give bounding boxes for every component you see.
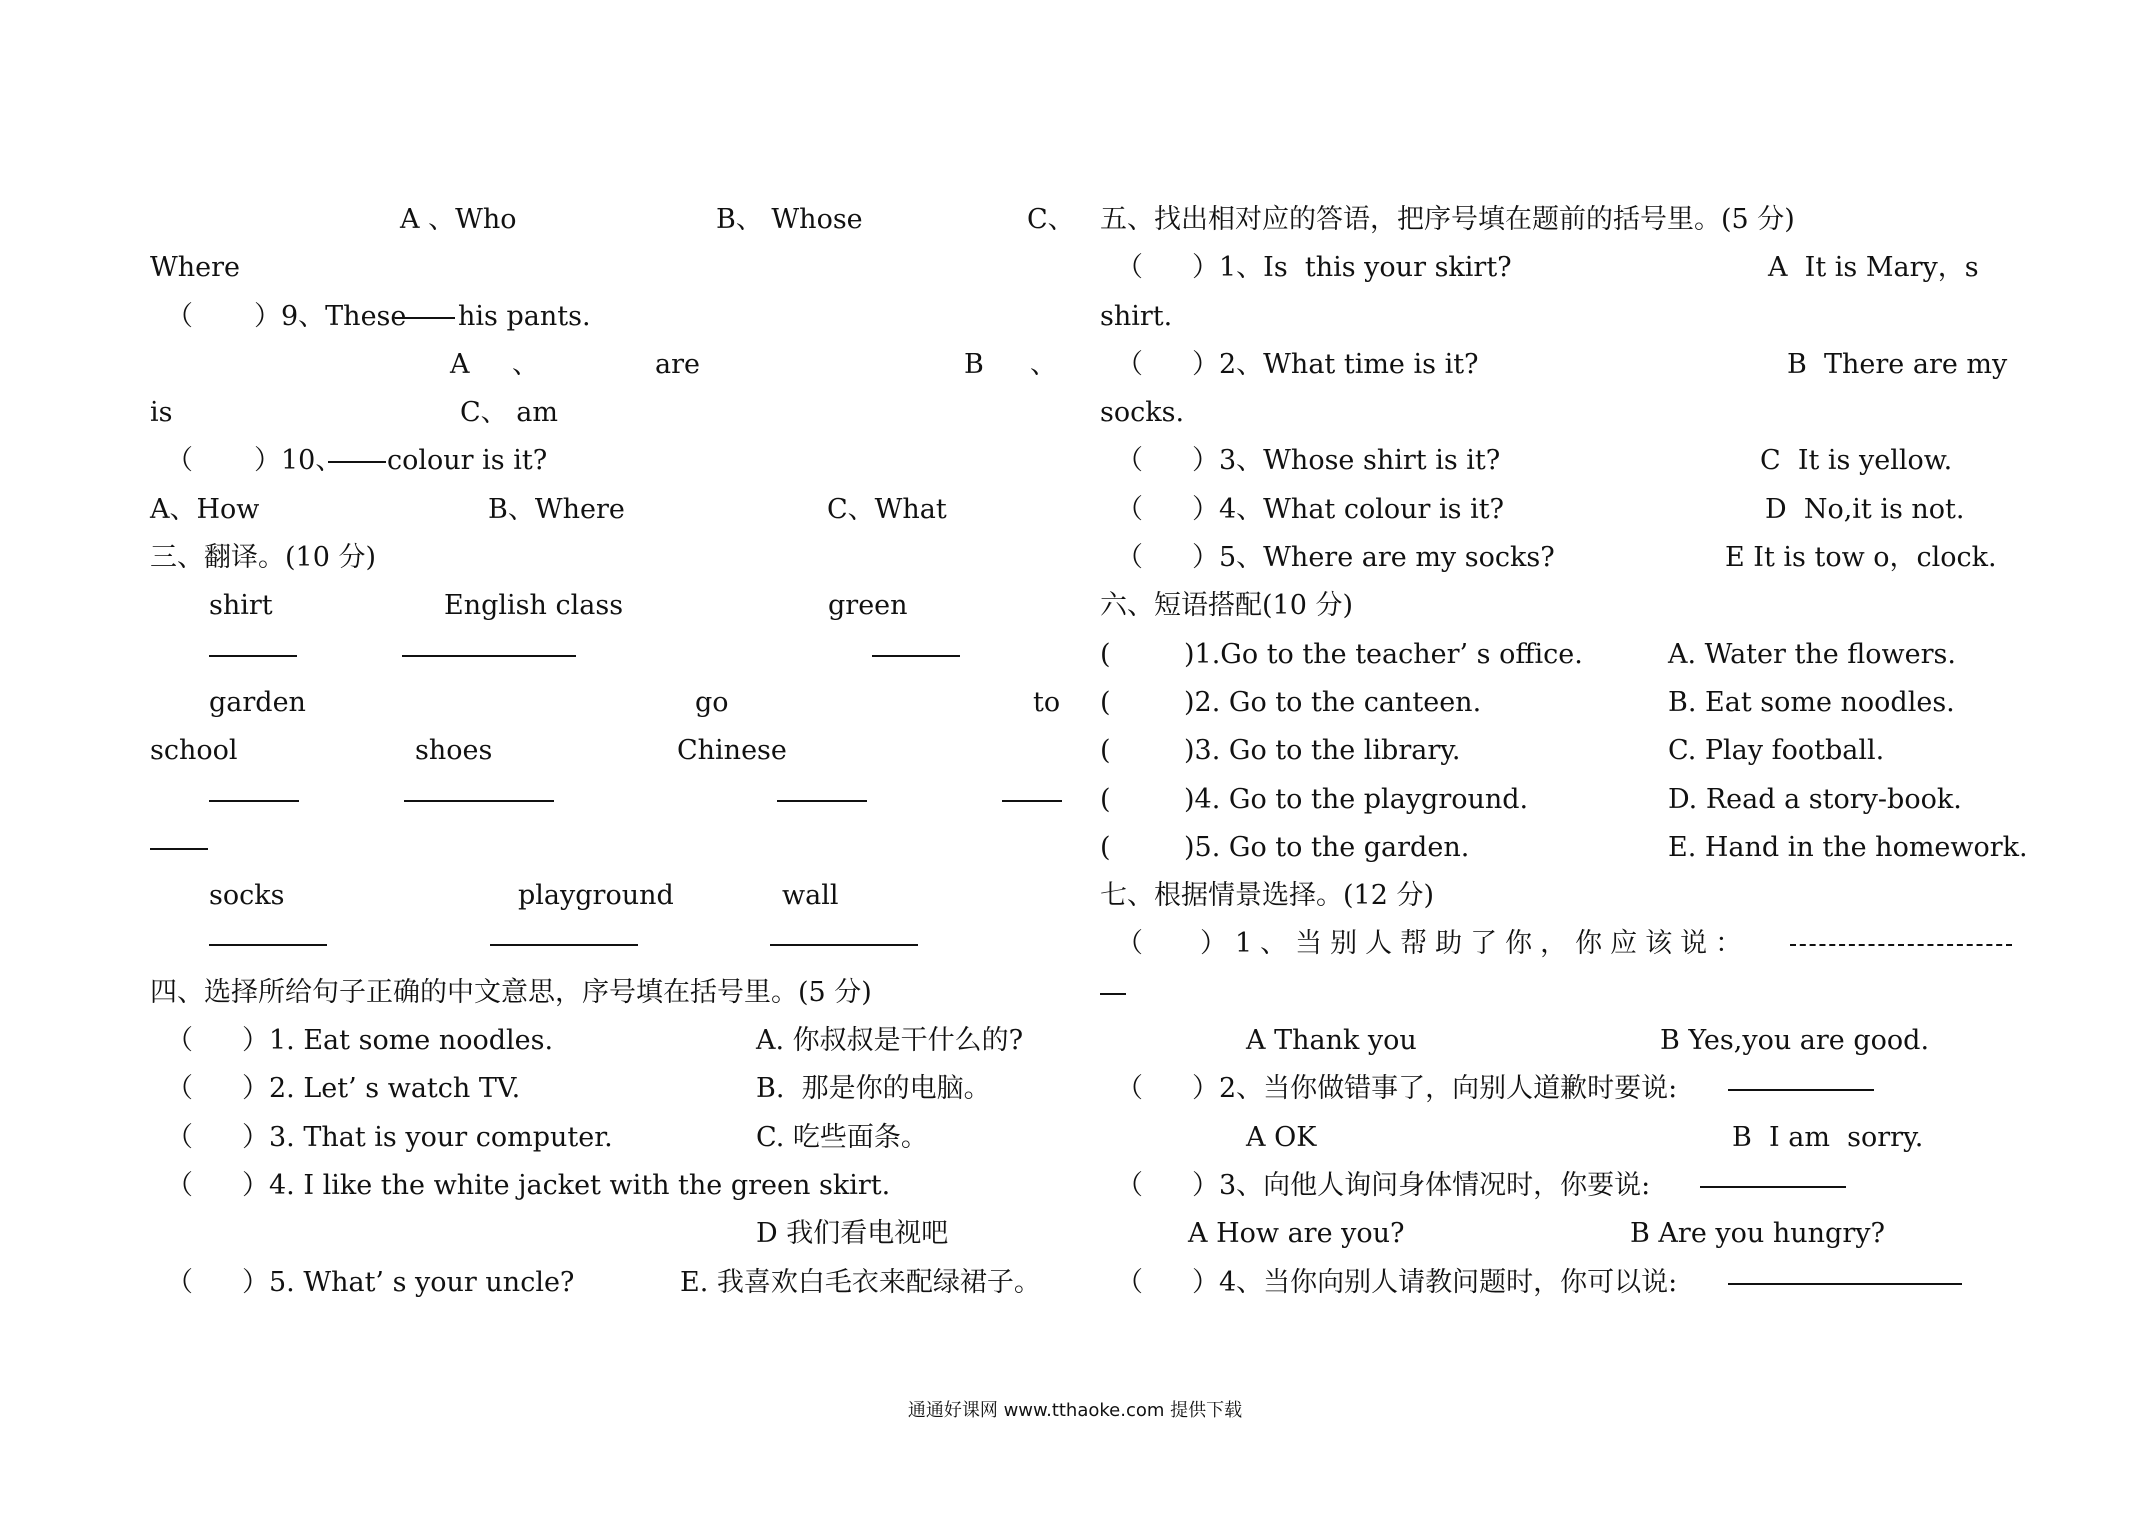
answer-blank[interactable] <box>1002 770 1062 818</box>
q10-option-a: A、How <box>150 493 260 525</box>
translate-row-2 <box>150 679 1062 727</box>
sec5-question-1: ）1、Is this your skirt? <box>1192 252 1512 284</box>
q10-option-c: C、What <box>827 493 947 525</box>
sec5-answer-b: B There are my <box>1787 348 2008 380</box>
sec6-match-e: E. Hand in the homework. <box>1668 831 2028 863</box>
sec5-answer-c: C It is yellow. <box>1760 445 1953 477</box>
q9-option-b-sep: 、 <box>1030 348 1057 380</box>
sec4-question-4: ）4. I like the white jacket with the green skirt. <box>242 1169 891 1201</box>
q8-option-c-text: Where <box>150 252 241 284</box>
sec4-option-c: C. 吃些面条。 <box>756 1121 928 1153</box>
sec5-item-4 <box>1100 486 2012 534</box>
q9-option-a: A <box>450 348 470 380</box>
sec5-answer-a-cont: shirt. <box>1100 300 1173 332</box>
sec6-match-d: D. Read a story-book. <box>1668 783 1962 815</box>
q9-line <box>150 293 1062 341</box>
translate-row-1 <box>150 582 1062 630</box>
sec5-item-3 <box>1100 437 2012 485</box>
answer-blank[interactable] <box>1728 1059 1874 1107</box>
word-english-class: English class <box>444 590 624 622</box>
answer-blanks-row-3-cont <box>150 824 1062 872</box>
answer-paren: ( <box>1100 735 1111 767</box>
translate-row-3 <box>150 727 1062 775</box>
q8-options-cont <box>150 244 1062 292</box>
answer-blank[interactable] <box>1100 963 1126 1011</box>
sec7-q3 <box>1100 1162 2012 1210</box>
sec4-option-d: D 我们看电视吧 <box>756 1218 949 1250</box>
q8-option-a: A 、Who <box>400 204 517 235</box>
answer-blank[interactable] <box>872 625 960 673</box>
sec7-q4 <box>1100 1259 2012 1307</box>
answer-paren: （ <box>166 445 193 477</box>
answer-paren: （ <box>1116 1073 1143 1105</box>
sec7-question-4: ）4、当你向别人请教问题时，你可以说: <box>1192 1266 1678 1298</box>
sec6-phrase-5: )5. Go to the garden. <box>1184 831 1470 863</box>
answer-blank[interactable] <box>777 770 867 818</box>
word-playground: playground <box>518 880 674 912</box>
section-6-title: 六、短语搭配(10 分) <box>1100 590 1354 622</box>
section-4-title: 四、选择所给句子正确的中文意思，序号填在括号里。(5 分) <box>150 976 872 1008</box>
word-shoes: shoes <box>415 735 493 767</box>
answer-paren: （ <box>1116 1169 1143 1201</box>
word-go: go <box>695 686 729 718</box>
sec5-item-5 <box>1100 534 2012 582</box>
answer-blank[interactable] <box>490 914 638 962</box>
sec4-option-a: A. 你叔叔是干什么的? <box>756 1025 1024 1057</box>
sec5-item-1-cont <box>1100 293 2012 341</box>
sec6-match-c: C. Play football. <box>1668 735 1885 767</box>
answer-blanks-row-1 <box>150 631 1062 679</box>
word-garden: garden <box>209 686 306 718</box>
sec6-item-2 <box>1100 679 2012 727</box>
q9-options-cont <box>150 389 1062 437</box>
sec4-question-1: ）1. Eat some noodles. <box>242 1025 554 1057</box>
q10-line <box>150 437 1062 485</box>
q10-option-b: B、Where <box>488 493 625 525</box>
sec7-question-1: ）1、当别人帮助了你，你应该说： <box>1200 928 1751 960</box>
sec4-item-4 <box>150 1162 1062 1210</box>
sec6-match-a: A. Water the flowers. <box>1668 638 1956 670</box>
sec5-answer-e: E It is tow o，clock. <box>1725 542 1997 574</box>
sec7-q3-options <box>1100 1210 2012 1258</box>
q9-option-b-word: is <box>150 397 173 429</box>
sec4-option-b: B. 那是你的电脑。 <box>756 1073 991 1105</box>
q9-option-b: B <box>964 348 984 380</box>
answer-paren: （ <box>166 1169 193 1201</box>
answer-blank[interactable] <box>209 770 299 818</box>
answer-blank[interactable] <box>1790 914 2012 962</box>
sec6-phrase-4: )4. Go to the playground. <box>1184 783 1529 815</box>
q9-option-a-word: are <box>655 348 700 380</box>
answer-paren: ( <box>1100 686 1111 718</box>
answer-blank[interactable] <box>770 914 918 962</box>
right-column <box>1100 196 2028 1307</box>
word-chinese: Chinese <box>677 735 787 767</box>
sec4-item-5 <box>150 1259 1062 1307</box>
sec7-q2-option-b: B I am sorry. <box>1732 1121 1924 1153</box>
section-7-title-line <box>1100 872 2012 920</box>
q9-option-c: C、 am <box>460 397 558 429</box>
sec5-question-2: ）2、What time is it? <box>1192 348 1479 380</box>
sec5-answer-d: D No,it is not. <box>1765 493 1965 525</box>
answer-paren: （ <box>166 1025 193 1057</box>
answer-paren: （ <box>1116 445 1143 477</box>
sec4-question-3: ）3. That is your computer. <box>242 1121 613 1153</box>
q9-rest: his pants. <box>458 300 591 332</box>
sec6-item-3 <box>1100 727 2012 775</box>
answer-blanks-row-4 <box>150 920 1062 968</box>
sec7-q1-cont <box>1100 969 2012 1017</box>
word-shirt: shirt <box>209 590 273 622</box>
q10-blank <box>328 431 386 479</box>
left-column <box>150 196 1075 1307</box>
sec5-question-3: ）3、Whose shirt is it? <box>1192 445 1501 477</box>
answer-paren: （ <box>166 1121 193 1153</box>
word-socks: socks <box>209 880 285 912</box>
q9-blank <box>395 287 455 335</box>
answer-paren: （ <box>166 1266 193 1298</box>
answer-paren: （ <box>166 300 193 332</box>
answer-blank[interactable] <box>402 625 576 673</box>
answer-paren: ( <box>1100 831 1111 863</box>
sec6-item-5 <box>1100 824 2028 872</box>
answer-blanks-row-3 <box>150 776 1062 824</box>
answer-blank[interactable] <box>1728 1253 1962 1301</box>
sec4-question-5: ）5. What’ s your uncle? <box>242 1266 575 1298</box>
sec7-question-3: ）3、向他人询问身体情况时，你要说: <box>1192 1169 1651 1201</box>
answer-paren: （ <box>1116 1266 1143 1298</box>
sec4-option-d-line <box>150 1210 1062 1258</box>
sec6-item-4 <box>1100 776 2012 824</box>
q8-option-b: B、 Whose <box>716 204 863 235</box>
sec6-match-b: B. Eat some noodles. <box>1668 686 1955 718</box>
q10-options-line <box>150 486 1062 534</box>
q10-rest: colour is it? <box>387 445 548 477</box>
answer-blank[interactable] <box>404 770 554 818</box>
answer-paren: （ <box>166 1073 193 1105</box>
q9-number: ）9、These <box>254 300 407 332</box>
sec7-q2-options <box>1100 1114 2012 1162</box>
sec6-phrase-1: )1.Go to the teacher’ s office. <box>1184 638 1583 670</box>
answer-paren: （ <box>1116 542 1143 574</box>
answer-paren: （ <box>1116 348 1143 380</box>
q10-number: ）10、 <box>254 445 343 477</box>
word-school: school <box>150 735 238 767</box>
word-wall: wall <box>782 880 839 912</box>
word-green: green <box>828 590 908 622</box>
q8-option-c: C、 <box>1027 204 1075 235</box>
sec7-q3-option-b: B Are you hungry? <box>1630 1218 1885 1250</box>
answer-paren: （ <box>1116 493 1143 525</box>
sec4-item-1 <box>150 1017 1062 1065</box>
q9-option-a-sep: 、 <box>512 348 539 380</box>
sec5-question-5: ）5、Where are my socks? <box>1192 542 1555 574</box>
sec7-question-2: ）2、当你做错事了，向别人道歉时要说: <box>1192 1073 1678 1105</box>
sec5-answer-b-cont: socks. <box>1100 397 1185 429</box>
sec5-item-1 <box>1100 244 2012 292</box>
section-4-title-line <box>150 969 1062 1017</box>
section-5-title: 五、找出相对应的答语，把序号填在题前的括号里。(5 分) <box>1100 204 1795 235</box>
answer-paren: （ <box>1116 928 1143 960</box>
answer-paren: ( <box>1100 638 1111 670</box>
section-3-title: 三、翻译。(10 分) <box>150 542 377 574</box>
answer-paren: ( <box>1100 783 1111 815</box>
sec4-item-2 <box>150 1065 1062 1113</box>
sec6-phrase-3: )3. Go to the library. <box>1184 735 1461 767</box>
sec7-q1 <box>1100 920 2012 968</box>
answer-paren: （ <box>1116 252 1143 284</box>
sec7-q1-options <box>1100 1017 2012 1065</box>
answer-blank[interactable] <box>1700 1156 1846 1204</box>
section-7-title: 七、根据情景选择。(12 分) <box>1100 880 1435 912</box>
sec5-answer-a: A It is Mary，s <box>1768 252 1979 284</box>
footer-source: 通通好课网 www.tthaoke.com 提供下载 <box>907 1400 1243 1421</box>
answer-blank[interactable] <box>150 818 208 866</box>
sec5-item-2-cont <box>1100 389 2012 437</box>
sec5-item-2 <box>1100 341 2012 389</box>
sec5-question-4: ）4、What colour is it? <box>1192 493 1505 525</box>
section-5-title-line <box>1100 196 2012 244</box>
sec7-q1-option-b: B Yes,you are good. <box>1660 1025 1930 1057</box>
sec6-phrase-2: )2. Go to the canteen. <box>1184 686 1482 718</box>
sec4-option-e: E. 我喜欢白毛衣来配绿裙子。 <box>680 1266 1041 1298</box>
translate-row-4 <box>150 872 1062 920</box>
sec6-item-1 <box>1100 631 2012 679</box>
section-6-title-line <box>1100 582 2012 630</box>
word-to: to <box>1033 686 1061 718</box>
section-3-title-line <box>150 534 1062 582</box>
sec7-q2-option-a: A OK <box>1246 1121 1317 1153</box>
answer-blank[interactable] <box>209 625 297 673</box>
q8-options-line <box>150 196 1075 244</box>
sec7-q2 <box>1100 1065 2012 1113</box>
sec4-question-2: ）2. Let’ s watch TV. <box>242 1073 521 1105</box>
sec7-q1-option-a: A Thank you <box>1246 1025 1417 1057</box>
sec7-q3-option-a: A How are you? <box>1188 1218 1405 1250</box>
q9-options-line <box>150 341 1062 389</box>
answer-blank[interactable] <box>209 914 327 962</box>
sec4-item-3 <box>150 1114 1062 1162</box>
